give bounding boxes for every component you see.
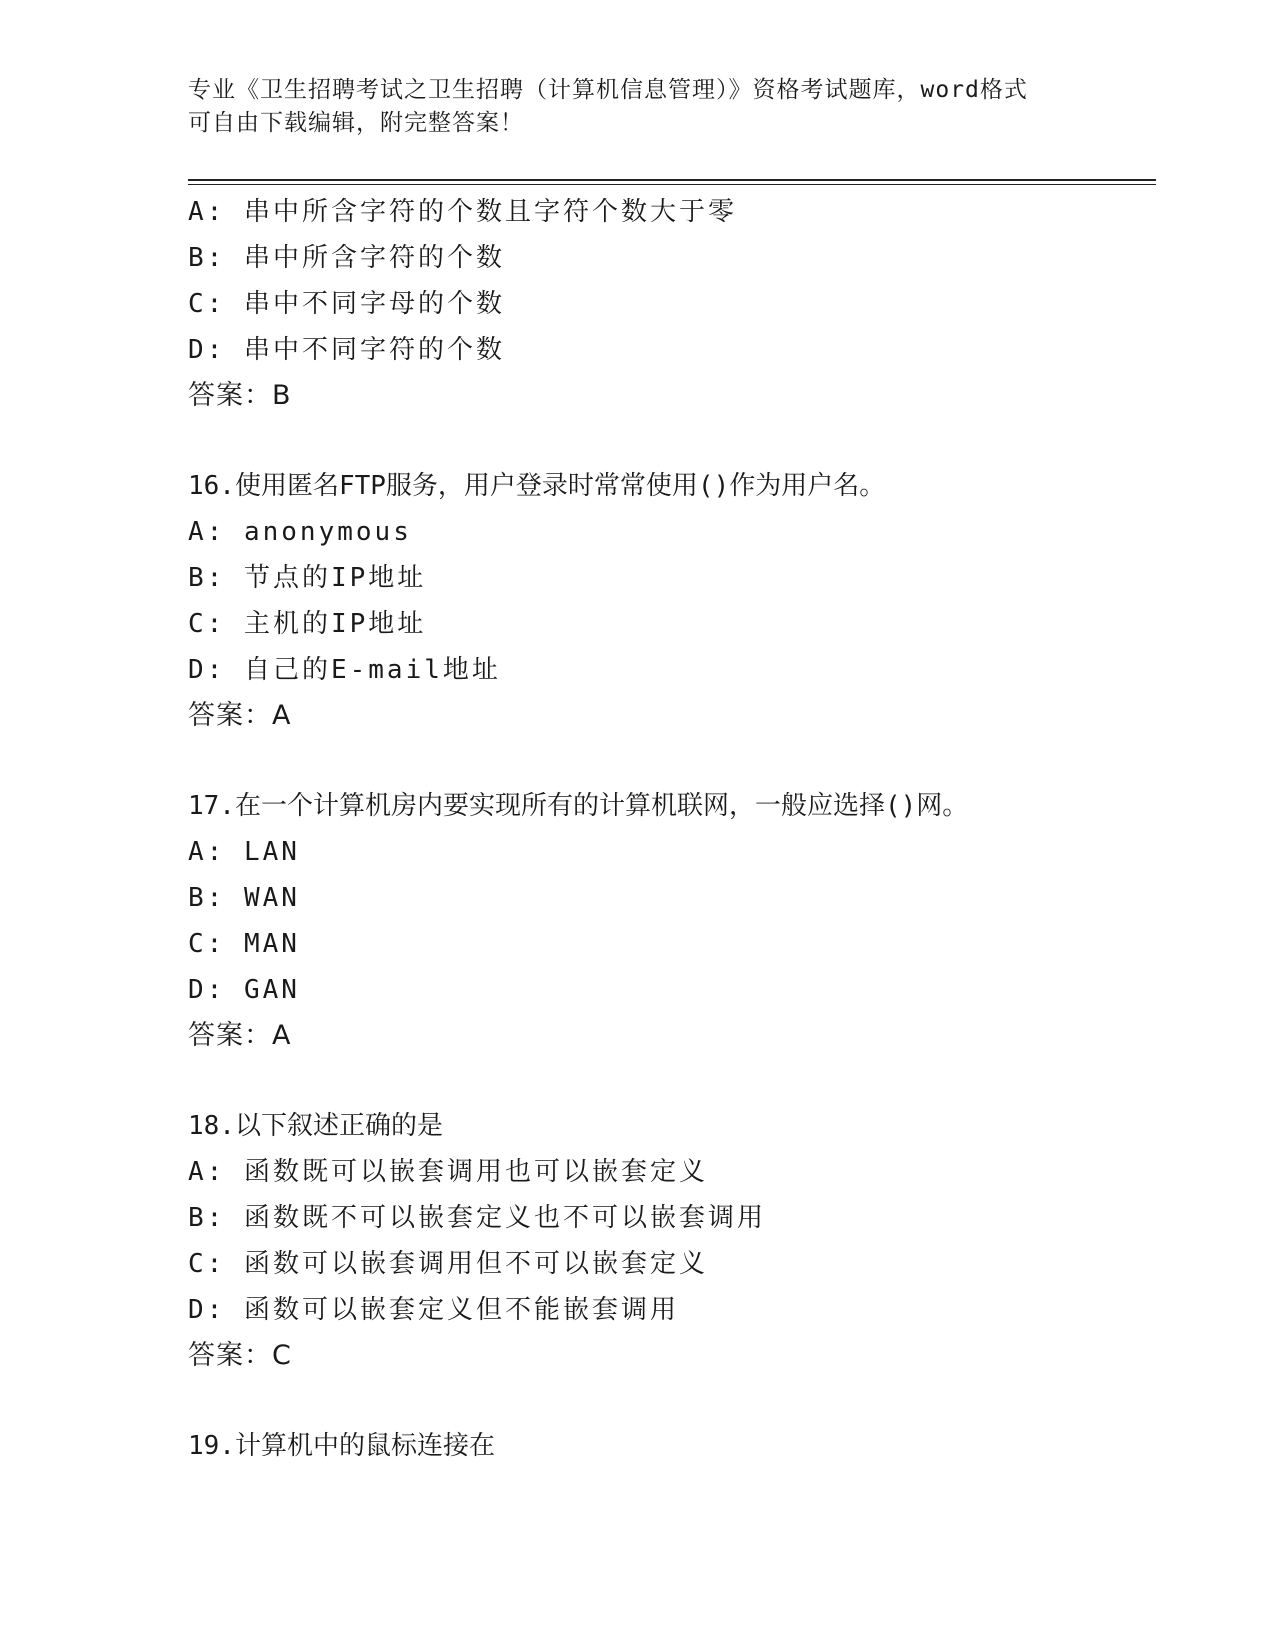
option-label: A: [188, 837, 226, 867]
question-stem: 19.计算机中的鼠标连接在 [188, 1431, 495, 1461]
option-line [188, 967, 1148, 1013]
option-text: GAN [243, 975, 300, 1005]
option-label: B: [188, 883, 226, 913]
option-line [188, 235, 1148, 281]
option-text: MAN [243, 929, 300, 959]
spacer [188, 1059, 1148, 1103]
option-label: D: [188, 655, 226, 685]
option-line [188, 647, 1148, 693]
option-line [188, 829, 1148, 875]
option-line [188, 327, 1148, 373]
header-line-2: 可自由下载编辑，附完整答案！ [188, 110, 524, 136]
option-line [188, 189, 1148, 235]
option-line [188, 509, 1148, 555]
option-text: 函数既不可以嵌套定义也不可以嵌套调用 [243, 1203, 766, 1233]
option-label: C: [188, 289, 226, 319]
header-divider-thin [188, 184, 1156, 185]
option-label: B: [188, 1203, 226, 1233]
question-stem: 18.以下叙述正确的是 [188, 1111, 443, 1141]
option-line [188, 921, 1148, 967]
question-stem: 16.使用匿名FTP服务，用户登录时常常使用()作为用户名。 [188, 471, 886, 501]
option-label: B: [188, 563, 226, 593]
question-block-15 [188, 189, 1148, 419]
question-list [188, 189, 1148, 1469]
option-label: A: [188, 1157, 226, 1187]
option-text: 函数可以嵌套定义但不能嵌套调用 [243, 1295, 679, 1325]
option-line [188, 601, 1148, 647]
option-label: A: [188, 517, 226, 547]
spacer [188, 1379, 1148, 1423]
option-text: 函数既可以嵌套调用也可以嵌套定义 [243, 1157, 708, 1187]
option-line [188, 875, 1148, 921]
answer-line: 答案：B [188, 380, 292, 411]
spacer [188, 419, 1148, 463]
option-text: 主机的IP地址 [243, 609, 427, 639]
option-text: LAN [243, 837, 300, 867]
option-text: 函数可以嵌套调用但不可以嵌套定义 [243, 1249, 708, 1279]
question-stem: 17.在一个计算机房内要实现所有的计算机联网，一般应选择()网。 [188, 791, 969, 821]
option-text: 节点的IP地址 [243, 563, 427, 593]
option-label: C: [188, 609, 226, 639]
option-text: 串中所含字符的个数 [243, 243, 505, 273]
option-text: 自己的E-mail地址 [243, 655, 501, 685]
document-header [188, 74, 1088, 140]
option-label: D: [188, 1295, 226, 1325]
option-line [188, 1241, 1148, 1287]
spacer [188, 739, 1148, 783]
option-text: WAN [243, 883, 300, 913]
option-label: D: [188, 335, 226, 365]
option-line [188, 1287, 1148, 1333]
option-label: D: [188, 975, 226, 1005]
option-label: C: [188, 929, 226, 959]
option-line [188, 555, 1148, 601]
header-line-1: 专业《卫生招聘考试之卫生招聘（计算机信息管理）》资格考试题库，word格式 [188, 77, 1028, 103]
answer-line: 答案：A [188, 700, 292, 731]
header-divider-thick [188, 179, 1156, 181]
option-text: anonymous [243, 517, 412, 547]
answer-line: 答案：A [188, 1020, 292, 1051]
option-label: C: [188, 1249, 226, 1279]
option-label: B: [188, 243, 226, 273]
option-line [188, 1195, 1148, 1241]
question-block-16 [188, 463, 1148, 739]
question-block-19 [188, 1423, 1148, 1469]
option-text: 串中所含字符的个数且字符个数大于零 [243, 197, 737, 227]
answer-line: 答案：C [188, 1340, 292, 1371]
option-text: 串中不同字符的个数 [243, 335, 505, 365]
option-text: 串中不同字母的个数 [243, 289, 505, 319]
question-block-17 [188, 783, 1148, 1059]
option-line [188, 1149, 1148, 1195]
option-line [188, 281, 1148, 327]
option-label: A: [188, 197, 226, 227]
question-block-18 [188, 1103, 1148, 1379]
